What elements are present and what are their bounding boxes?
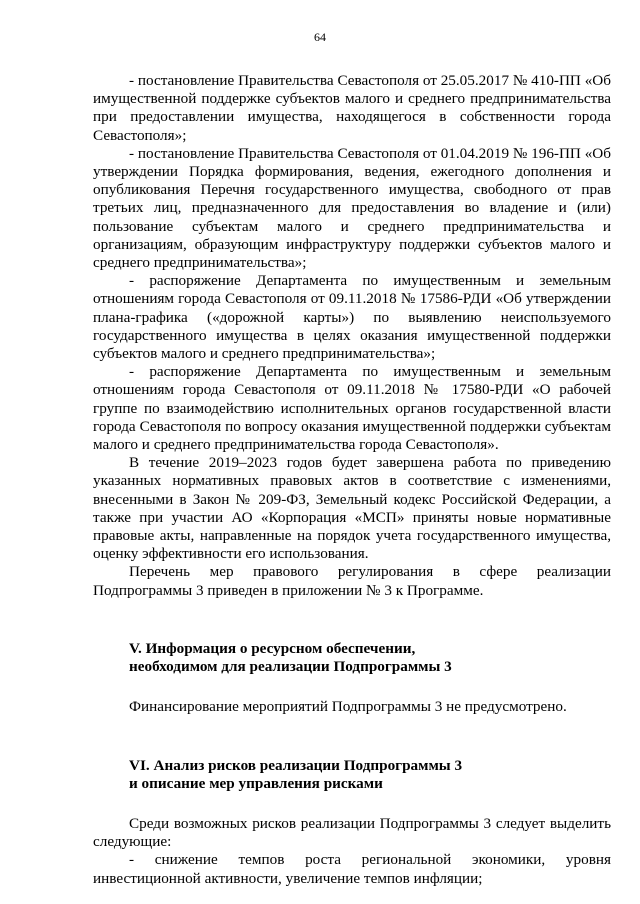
section-6-risk-item: - снижение темпов роста региональной экономики, уровня инвестиционной активности, увеличение темпов инфляции; xyxy=(93,851,611,887)
paragraph-2019-2023: В течение 2019–2023 годов будет завершена работа по приведению указанных нормативных правовых актов в соответствие с изменениями, внесенными в Закон № 209-ФЗ, Земельный кодекс Российской Федерации, а также при участии АО «Корпорация «МСП» приняты новые нормативные правовые акты, направленные на порядок учета государственного имущества, оценку эффективности его использования. xyxy=(93,454,611,563)
paragraph-measures-list: Перечень мер правового регулирования в сфере реализации Подпрограммы 3 приведен в приложении № 3 к Программе. xyxy=(93,563,611,599)
paragraph-order-17580: - распоряжение Департамента по имущественным и земельным отношениям города Севастополя от 09.11.2018 № 17580-РДИ «О рабочей группе по взаимодействию исполнительных органов государственной власти города Севастополя по вопросу оказания имущественной поддержки субъектам малого и среднего предпринимательства города Севастополя». xyxy=(93,363,611,454)
section-5-text: Финансирование мероприятий Подпрограммы 3 не предусмотрено. xyxy=(129,698,567,716)
page-number: 64 xyxy=(314,30,326,44)
document-body xyxy=(93,72,611,888)
section-6-heading-line2: и описание мер управления рисками xyxy=(129,774,383,792)
paragraph-decree-196: - постановление Правительства Севастополя от 01.04.2019 № 196-ПП «Об утверждении Порядка формирования, ведения, ежегодного дополнения и опубликования Перечня государственного имущества, свободного от прав третьих лиц, предназначенного для предоставления во владение и (или) пользование субъектам малого и среднего предпринимательства и организациям, образующим инфраструктуру поддержки субъектов малого и среднего предпринимательства»; xyxy=(93,144,611,272)
section-5-heading-line2: необходимом для реализации Подпрограммы 3 xyxy=(129,658,452,676)
paragraph-decree-410: - постановление Правительства Севастополя от 25.05.2017 № 410-ПП «Об имущественной поддержке субъектов малого и среднего предпринимательства при предоставлении имущества, находящегося в собственности города Севастополя»; xyxy=(93,72,611,144)
paragraph-order-17586: - распоряжение Департамента по имущественным и земельным отношениям города Севастополя от 09.11.2018 № 17586-РДИ «Об утверждении плана-графика («дорожной карты») по выявлению неиспользуемого государственного имущества в целях оказания имущественной поддержки субъектов малого и среднего предпринимательства»; xyxy=(93,272,611,363)
section-5 xyxy=(93,640,611,717)
section-6 xyxy=(93,757,611,888)
section-5-heading-line1: V. Информация о ресурсном обеспечении, xyxy=(129,639,416,657)
section-6-intro: Среди возможных рисков реализации Подпрограммы 3 следует выделить следующие: xyxy=(93,814,611,851)
section-6-heading-line1: VI. Анализ рисков реализации Подпрограммы 3 xyxy=(129,756,463,774)
